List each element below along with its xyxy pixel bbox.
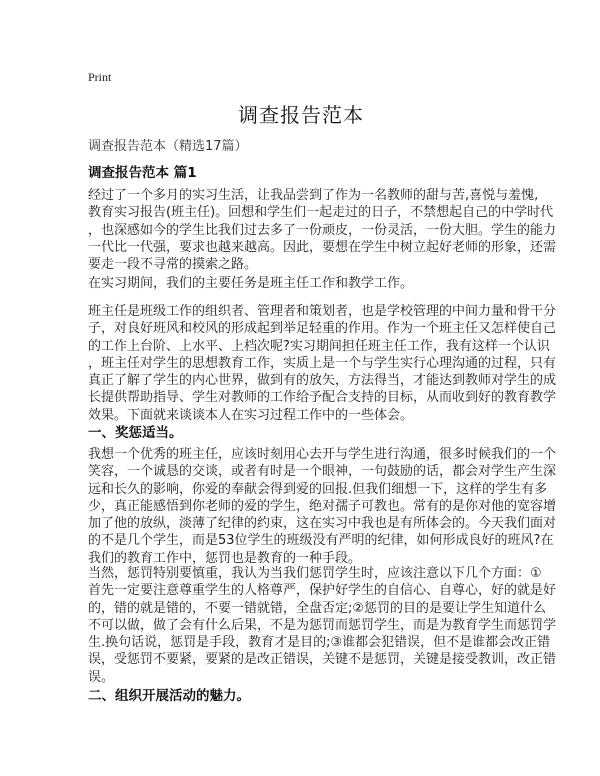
text-line: 生.换句话说，惩罚是手段，教育才是目的;③谁都会犯错误，但不是谁都会改正错: [88, 635, 551, 651]
print-label: Print: [88, 70, 112, 84]
text-line: 远和长久的影响，你爱的奉献会得到爱的回报.但我们细想一下，这样的学生有多: [88, 481, 548, 497]
text-line: 的工作上台阶、上水平、上档次呢?实习期间担任班主任工作，我有这样一个认识: [88, 338, 550, 354]
text-line: 在实习期间，我们的主要任务是班主任工作和教学工作。: [88, 276, 414, 291]
text-line: 当然，惩罚特别要慎重，我认为当我们惩罚学生时，应该注意以下几个方面：①: [88, 566, 542, 581]
paragraph-communication: [88, 446, 557, 567]
text-line: 我们的教育工作中，惩罚也是教育的一种手段。: [88, 550, 362, 566]
text-line: ，也深感如今的学生比我们过去多了一份顽皮，一份灵活，一份大胆。学生的能力: [88, 222, 557, 238]
text-line: 的不是几个学生，而是53位学生的班级没有严明的纪律，如何形成良好的班风?在: [88, 533, 554, 549]
text-line: 不可以做，做了会有什么后果，不是为惩罚而惩罚学生，而是为教育学生而惩罚学: [88, 617, 557, 633]
text-line: 首先一定要注意尊重学生的人格尊严，保护好学生的自信心、自尊心，好的就是好: [88, 583, 557, 599]
text-line: 一代比一代强，要求也越来越高。因此，要想在学生中树立起好老师的形象，还需: [88, 239, 557, 255]
text-line: 我想一个优秀的班主任，应该时刻用心去开与学生进行沟通，很多时候我们的一个: [88, 447, 557, 462]
text-line: 加了他的放纵，淡薄了纪律的约束，这在实习中我也是有所体会的。今天我们面对: [88, 516, 557, 532]
text-line: 笑容，一个诚恳的交谈，或者有时是一个眼神，一句鼓励的话，都会对学生产生深: [88, 464, 557, 480]
text-line: 误，受惩罚不要紧，要紧的是改正错误，关键不是惩罚，关键是接受教训，改正错: [88, 652, 557, 668]
text-line: 经过了一个多月的实习生活，让我品尝到了作为一名教师的甜与苦,喜悦与羞愧,: [88, 188, 539, 203]
text-line: 的，错的就是错的，不要一错就错，全盘否定;②惩罚的目的是要让学生知道什么: [88, 600, 547, 616]
paragraph-intro: [88, 187, 557, 273]
document-subtitle: 调查报告范本（精选17篇）: [88, 139, 248, 154]
section-heading-rewards: 一、奖惩适当。: [88, 425, 183, 441]
text-line: ，班主任对学生的思想教育工作，实质上是一个与学生实行心理沟通的过程，只有: [88, 355, 557, 371]
text-line: 班主任是班级工作的组织者、管理者和策划者，也是学校管理的中间力量和骨干分: [88, 304, 557, 319]
document-title: 调查报告范本: [238, 103, 364, 127]
text-line: 少，真正能感悟到你老师的爱的学生，绝对孺子可教也。常有的是你对他的宽容增: [88, 498, 557, 514]
text-line: 误。: [88, 669, 115, 685]
paragraph-tasks: [88, 275, 514, 292]
section-heading-activities: 二、组织开展活动的魅力。: [88, 688, 250, 704]
paragraph-punishment: [88, 565, 557, 686]
article-heading: 调查报告范本 篇1: [88, 165, 197, 181]
text-line: 长提供帮助指导、学生对教师的工作给予配合支持的目标，从而收到好的教育教学: [88, 390, 557, 406]
text-line: 子，对良好班风和校风的形成起到举足轻重的作用。作为一个班主任又怎样使自己: [88, 321, 557, 337]
paragraph-head-teacher: [88, 303, 557, 424]
text-line: 要走一段不寻常的摸索之路。: [88, 257, 258, 273]
text-line: 教育实习报告(班主任)。回想和学生们一起走过的日子，不禁想起自己的中学时代: [88, 205, 554, 221]
text-line: 真正了解了学生的内心世界，做到有的放矢，方法得当，才能达到教师对学生的成: [88, 373, 557, 389]
text-line: 效果。下面就来谈谈本人在实习过程工作中的一些体会。: [88, 407, 414, 423]
